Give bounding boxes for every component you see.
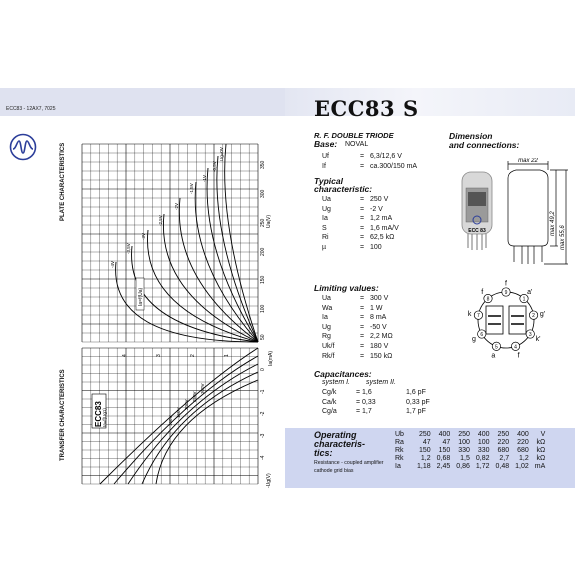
transfer-curve-label: 200V: [184, 399, 189, 410]
pin-number: 6: [480, 332, 484, 338]
pin-number: 4: [514, 344, 517, 351]
plate-characteristics-title: PLATE CHARACTERISTICS: [60, 142, 66, 221]
pin-label: a': [527, 289, 533, 297]
dim-h2: max 55,6: [560, 225, 566, 250]
table-row: Rk 1,2 0,68 1,5 0,82 2,7 1,2 kΩ: [395, 455, 546, 462]
dimension-drawing: [448, 158, 573, 373]
capacitances-title: Capacitances:: [314, 369, 372, 379]
datasheet-page: [0, 88, 575, 488]
table-row: Ub 250 400 250 400 250 400 V: [395, 431, 546, 438]
dim-h1: max 49,2: [550, 211, 556, 236]
transfer-curve-label: 150V: [176, 407, 181, 418]
jj-logo-icon: [8, 132, 38, 162]
plate-curve-label: -2V: [174, 202, 179, 210]
operating-title-3: tics:: [314, 448, 333, 458]
ua-tick: 100: [260, 304, 266, 313]
ua-tick: 250: [260, 218, 266, 227]
ia-axis-label: Ia(mA): [268, 351, 274, 366]
base-value: NOVAL: [345, 141, 369, 148]
plate-curve-label: -4V: [110, 260, 115, 268]
ua-axis-label: Ua(V): [266, 214, 272, 228]
table-row: Ra 47 47 100 100 220 220 kΩ: [395, 439, 546, 446]
typical-specs: Ua = 250 V Ug = -2 V Ia = 1,2 mA S = 1,6 mA/V Ri = 62,5 kΩ µ = 100: [322, 196, 399, 251]
tube-icon: [462, 172, 492, 250]
operating-note-1: Resistance - coupled amplifier: [314, 460, 384, 466]
ug-tick: 0: [260, 368, 266, 371]
plate-curve-label: -3,5V: [126, 243, 131, 254]
tube-type: R. F. DOUBLE TRIODE: [314, 131, 394, 140]
ia-tick: 3: [156, 354, 162, 357]
ia-tick: 4: [122, 354, 128, 357]
dimension-title: Dimension: [449, 131, 493, 141]
dim-width: max 22: [518, 158, 538, 164]
pin-number: 1: [522, 296, 526, 303]
plate-curve-label: -0,5V: [212, 161, 217, 172]
pin-label: f: [481, 289, 484, 297]
pin-label: k: [467, 311, 472, 319]
base-label: Base:: [314, 139, 338, 149]
pin-number: 9: [504, 290, 508, 296]
plate-formula: Ia=f(Ua): [138, 287, 144, 306]
transfer-model: ECC83: [94, 401, 103, 427]
table-row: Rk 150 150 330 330 680 680 kΩ: [395, 447, 546, 454]
pin-number: 3: [528, 332, 532, 338]
pin-number: 7: [477, 313, 480, 320]
dimension-title-2: and connections:: [449, 140, 520, 150]
pin-label: a: [491, 352, 496, 360]
ug-tick: -3: [260, 433, 266, 438]
pin-label: g: [472, 336, 476, 343]
operating-table: [392, 431, 548, 471]
plate-curve-label: -2,5V: [158, 215, 163, 226]
ua-tick: 200: [260, 247, 266, 256]
capacitances-table: Cg/k = 1,6 1,6 pF Ca/k = 0,33 0,33 pF Cg/a = 1,7 1,7 pF: [322, 389, 430, 416]
ug-tick: -2: [260, 411, 266, 416]
pin-label: f: [505, 280, 507, 288]
ia-tick: 1: [224, 354, 230, 357]
transfer-curve-label: 300V: [200, 383, 205, 394]
typical-title-2: characteristic:: [314, 184, 373, 194]
ug-axis-label: -Ug(V): [266, 473, 272, 488]
heater-specs: Uf = 6,3/12,6 V If = ca.300/150 mA: [322, 153, 418, 170]
characteristics-charts: [40, 116, 285, 488]
plate-curve-label: -1,5V: [189, 183, 194, 194]
pin-label: f: [517, 352, 520, 360]
pin-number: 8: [486, 296, 490, 303]
pin-label: g': [539, 311, 546, 319]
ua-tick: 150: [260, 275, 266, 284]
page-title: ECC83 S: [314, 96, 419, 121]
ia-tick: 2: [190, 354, 196, 357]
ug-tick: -4: [260, 455, 266, 460]
transfer-characteristics-title: TRANSFER CHARACTERISTICS: [60, 369, 66, 461]
tube-label: ECC 83: [468, 228, 486, 234]
characteristics-panel: [40, 116, 285, 488]
capacitances-head: system I. system II.: [322, 379, 396, 386]
operating-title: Operating: [314, 430, 357, 440]
operating-note-2: cathode grid bias: [314, 468, 354, 474]
typical-title: Typical: [314, 176, 343, 186]
plate-curve-label: -3V: [141, 232, 146, 240]
plate-curve-label: -1V: [202, 174, 207, 182]
ua-tick: 50: [260, 334, 266, 340]
transfer-curve-label: 100V: [168, 415, 173, 426]
pin-number: 2: [532, 313, 535, 320]
pin-number: 5: [495, 344, 498, 351]
transfer-curve-label: 250V: [192, 391, 197, 402]
pin-label: k': [535, 336, 541, 343]
pinout-diagram: [468, 281, 545, 360]
ua-tick: 300: [260, 189, 266, 198]
transfer-formula: Ia=f(Ug1): [102, 408, 107, 427]
limiting-specs: Ua = 300 V Wa = 1 W Ia = 8 mA Ug = -50 V Rg = 2,2 MΩ Uk/f = 180 V Rk/f = 150 kΩ: [322, 295, 393, 360]
ua-tick: 350: [260, 160, 266, 169]
ug-tick: -1: [260, 389, 266, 394]
table-row: Ia 1,18 2,45 0,86 1,72 0,48 1,02 mA: [395, 463, 546, 470]
operating-title-2: characteris-: [314, 439, 366, 449]
model-line: ECC83 - 12AX7, 7025: [6, 106, 56, 112]
plate-curve-label: Ug=0V: [219, 147, 224, 161]
limiting-title: Limiting values:: [314, 283, 379, 293]
